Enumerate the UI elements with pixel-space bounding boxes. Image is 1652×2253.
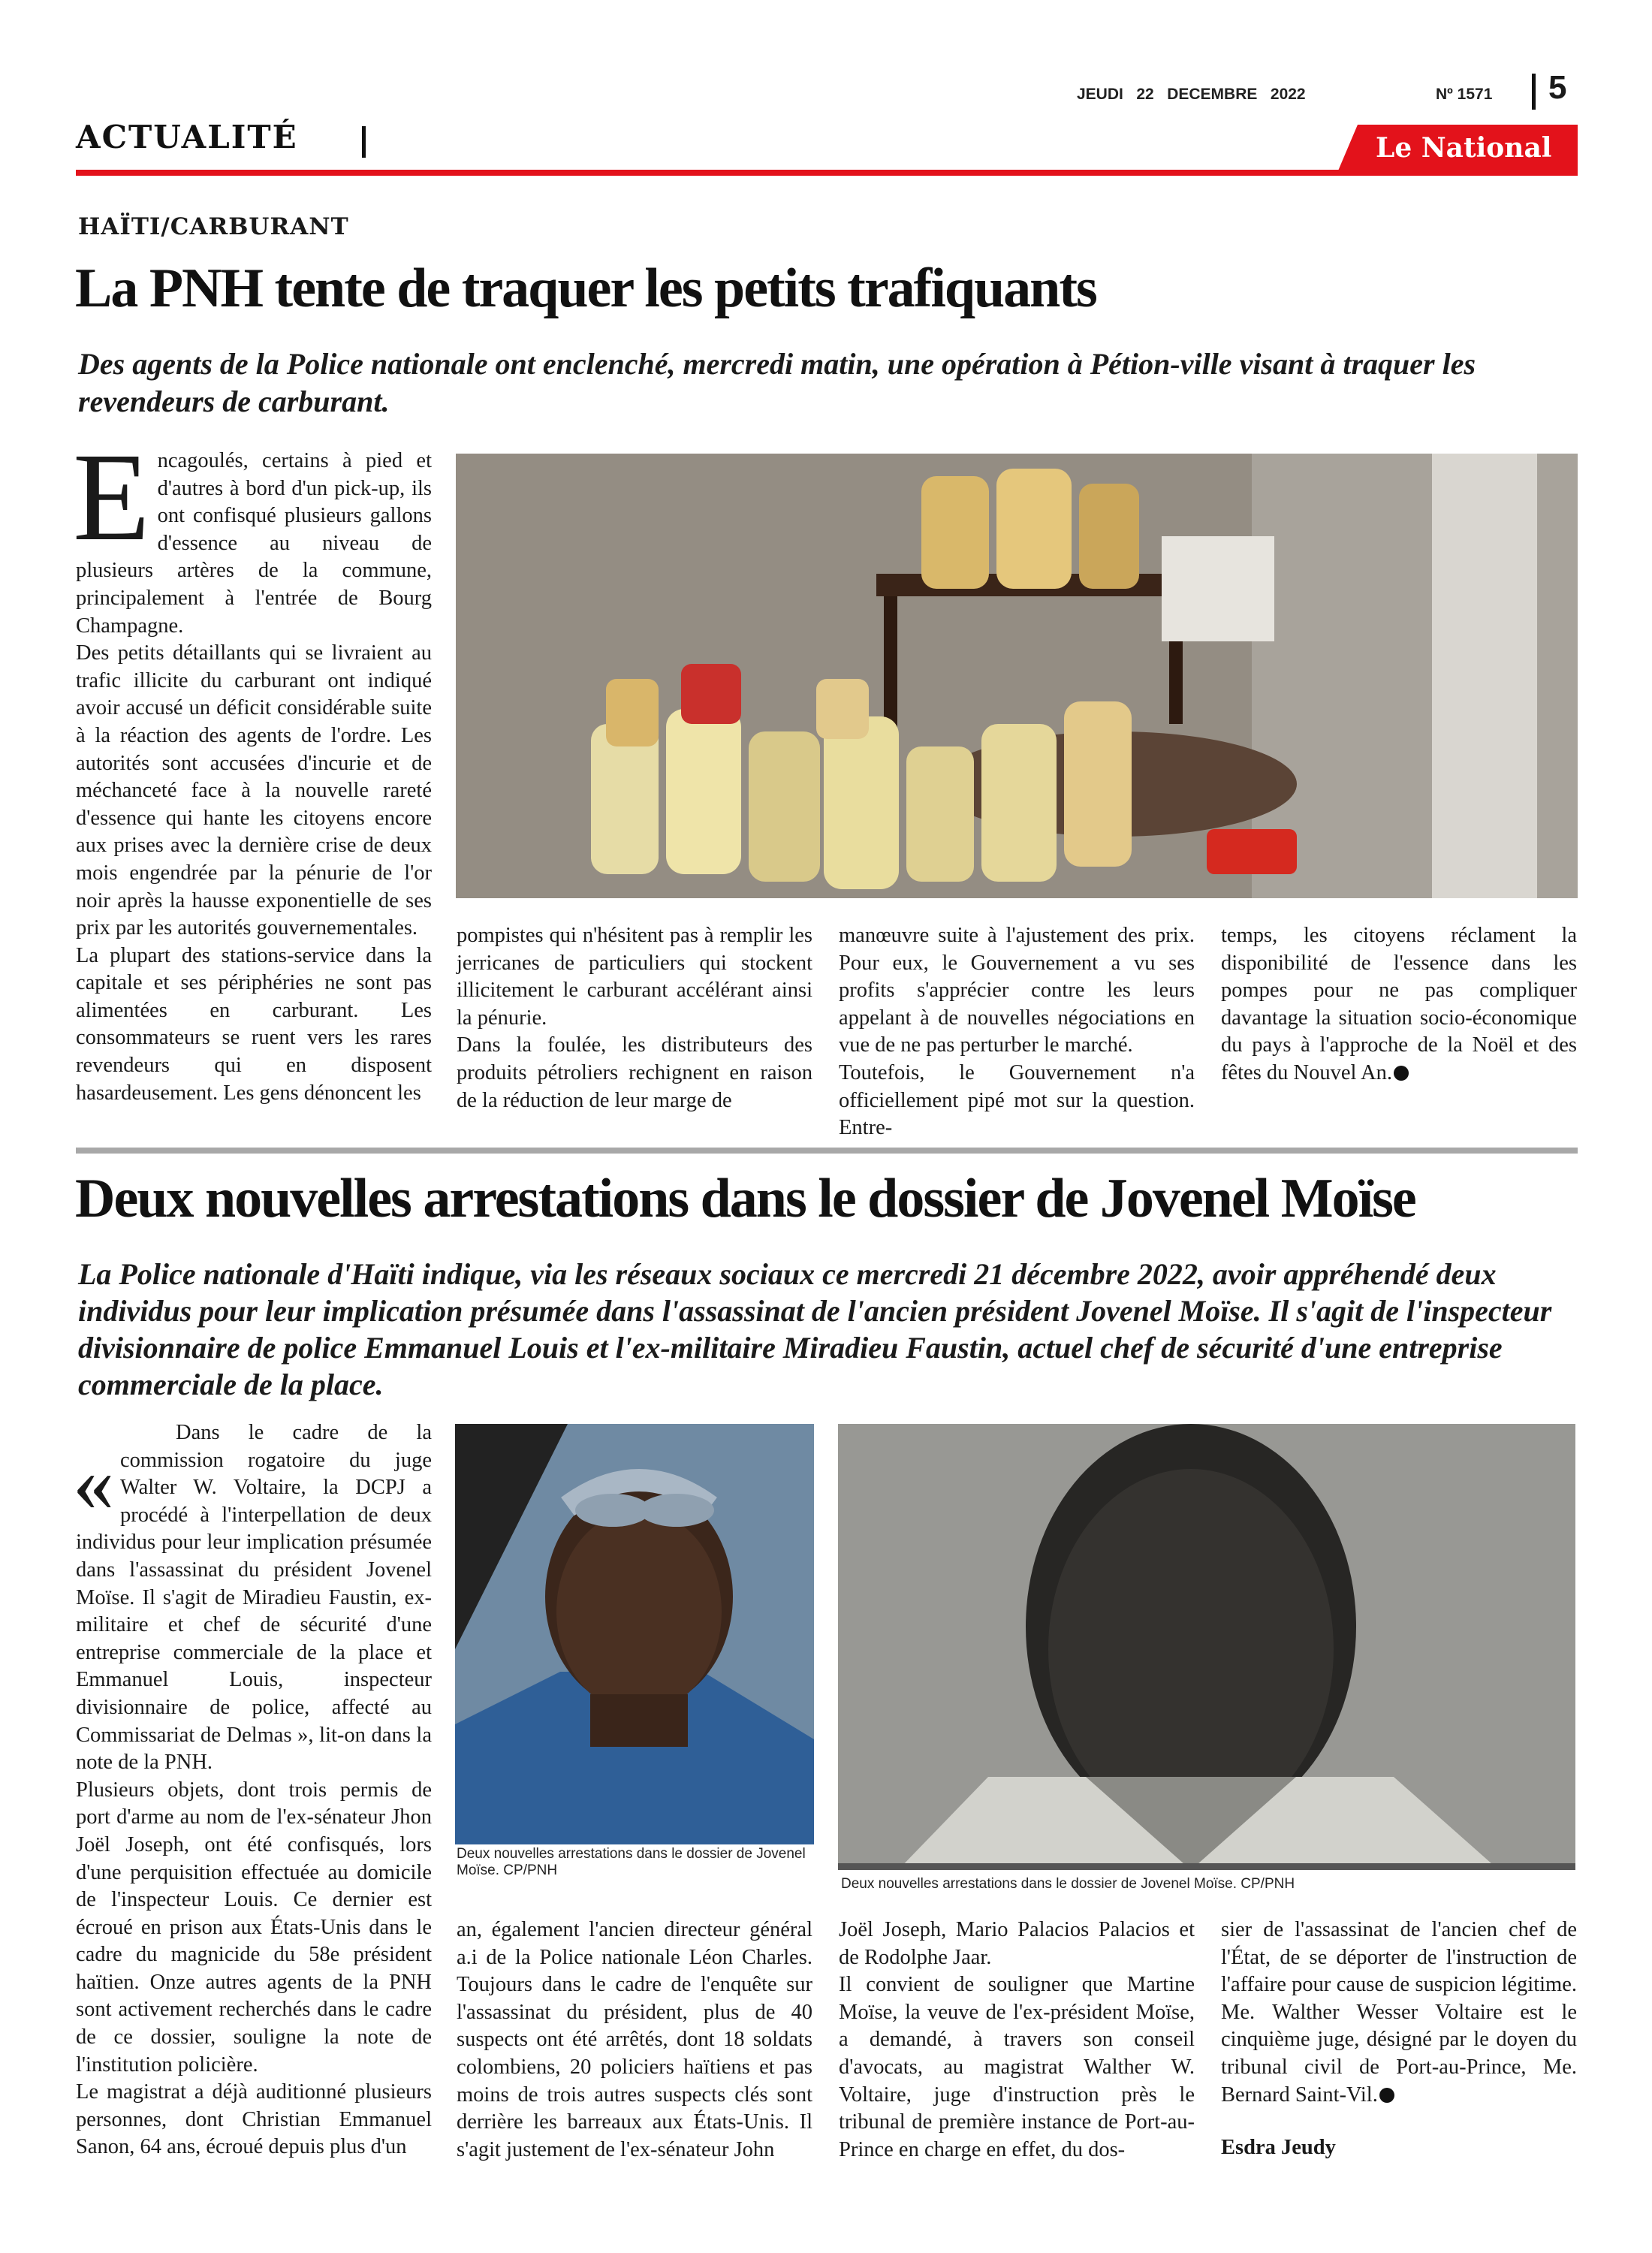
article2-column-2 (457, 1917, 812, 2164)
article2-author: Esdra Jeudy (1221, 2136, 1336, 2160)
photo-caption-2: Deux nouvelles arrestations dans le dossier de Jovenel Moïse. CP/PNH (841, 1876, 1295, 1892)
issue-number: Nº 1571 (1436, 86, 1493, 103)
fuel-jugs-photo (456, 454, 1578, 898)
article1-column-3 (839, 922, 1195, 1142)
article1-dropcap: E (73, 427, 150, 567)
opening-quote-icon: « (73, 1437, 114, 1528)
article1-paragraph: Des petits détaillants qui se livraient au trafic illicite du carburant ont indiqué avoir accusé un déficit considérable suite à la réaction des agents de l'ordre. Les autorités sont accusées d'incurie et de méchanceté face à la nouvelle rareté d'essence qui hante les citoyens encore aux prises avec la dernière crise de deux mois engendrée par la pénurie de l'or noir après la hausse exponentielle de ses prix par les autorités gouvernementales. (76, 641, 432, 940)
article2-column-3 (839, 1917, 1195, 2164)
issue-date: JEUDI 22 DECEMBRE 2022 (1077, 86, 1306, 103)
page-number-divider (1532, 74, 1536, 110)
article1-closing-text: temps, les citoyens réclament la disponibilité de l'essence dans les pompes pour ne pas compliquer davantage la situation socio-économique du pays à l'approche de la Noël et des fêtes du Nouvel An. (1221, 924, 1577, 1084)
end-mark-icon (1379, 2088, 1394, 2103)
article1-headline: La PNH tente de traquer les petits trafiquants (75, 258, 1096, 319)
article1-paragraph: La plupart des stations-service dans la capitale et ses périphéries ne sont pas alimentées en carburant. Les consommateurs se ruent vers les rares revendeurs qui en disposent hasardeusement. Les gens dénoncent les (76, 943, 432, 1105)
article1-paragraph: pompistes qui n'hésitent pas à remplir les jerricanes de particuliers qui stockent illicitement le carburant accélérant ainsi la pénurie. (457, 924, 812, 1030)
fuel-jugs-illustration (456, 454, 1578, 898)
article1-column-2 (457, 922, 812, 1114)
article1-column-4 (1221, 922, 1577, 1087)
brand-name: Le National (1376, 132, 1552, 164)
article2-paragraph (1221, 1917, 1577, 2109)
article1-column-1 (73, 427, 432, 1107)
article1-lead: Des agents de la Police nationale ont enclenché, mercredi matin, une opération à Pétion-ville visant à traquer les revendeurs de carburant. (78, 347, 1476, 418)
section-divider (362, 126, 366, 158)
suspect-photo-1 (455, 1424, 814, 1844)
article2-paragraph: an, également l'ancien directeur général a.i de la Police nationale Léon Charles. Toujours dans le cadre de l'enquête sur l'assassinat du président, plus de 40 suspects ont été arrêtés, dont 18 soldats colombiens, 20 policiers haïtiens et pas moins de trois autres suspects clés sont derrière les barreaux aux États-Unis. Il s'agit justement de l'ex-sénateur John (457, 1918, 812, 2161)
photo-caption-1: Deux nouvelles arrestations dans le dossier de Jovenel Moïse. CP/PNH (457, 1846, 806, 1878)
article2-paragraph: Joël Joseph, Mario Palacios Palacios et de Rodolphe Jaar. (839, 1918, 1195, 1969)
suspect-illustration-2 (838, 1424, 1575, 1870)
article2-lead: La Police nationale d'Haïti indique, via les réseaux sociaux ce mercredi 21 décembre 2022, avoir appréhendé deux individus pour leur implication présumée dans l'assassinat de l'ancien président Jovenel Moïse. Il s'agit de l'inspecteur divisionnaire de police Emmanuel Louis et l'ex-militaire Miradieu Faustin, actuel chef de sécurité d'une entreprise commerciale de la place. (78, 1257, 1552, 1401)
article-separator (76, 1148, 1578, 1154)
article2-column-1 (73, 1419, 432, 2161)
section-label: ACTUALITÉ (76, 119, 298, 155)
end-mark-icon (1394, 1066, 1409, 1081)
article1-paragraph: manœuvre suite à l'ajustement des prix. Pour eux, le Gouvernement a vu ses profits s'apprécier contre les leurs appelant à de nouvelles négociations en vue de ne pas perturber le marché. (839, 924, 1195, 1057)
suspect-photo-2 (838, 1424, 1575, 1870)
article1-paragraph: ncagoulés, certains à pied et d'autres à bord d'un pick-up, ils ont confisqué plusieurs gallons d'essence au niveau de plusieurs artères de la commune, principalement à l'entrée de Bourg Champagne. (76, 449, 432, 638)
article1-paragraph (1221, 922, 1577, 1087)
article2-paragraph: Il convient de souligner que Martine Moïse, la veuve de l'ex-président Moïse, a demandé, à travers son conseil d'avocats, au magistrat Walther W. Voltaire, juge d'instruction près le tribunal de première instance de Port-au-Prince en charge en effet, du dos- (839, 1973, 1195, 2161)
suspect-illustration-1 (455, 1424, 814, 1844)
article2-headline: Deux nouvelles arrestations dans le dossier de Jovenel Moïse (75, 1168, 1415, 1229)
page-number: 5 (1548, 69, 1567, 106)
article2-paragraph: Le magistrat a déjà auditionné plusieurs personnes, dont Christian Emmanuel Sanon, 64 ans, écroué depuis plus d'un (76, 2080, 432, 2159)
article2-closing-text: sier de l'assassinat de l'ancien chef de l'État, de se déporter de l'instruction de l'affaire pour cause de suspicion légitime. Me. Walther Wesser Voltaire est le cinquième juge, désigné par le doyen du tribunal civil de Port-au-Prince, Me. Bernard Saint-Vil. (1221, 1918, 1577, 2107)
article1-paragraph: Dans la foulée, les distributeurs des produits pétroliers rechignent en raison de la réduction de leur marge de (457, 1033, 812, 1112)
article2-paragraph: Dans le cadre de la commission rogatoire du juge Walter W. Voltaire, la DCPJ a procédé à l'interpellation de deux individus pour leur implication présumée dans l'assassinat du président Jovenel Moïse. Il s'agit de Miradieu Faustin, ex-militaire et chef de sécurité d'une entreprise commerciale de la place et Emmanuel Louis, inspecteur divisionnaire de police, affecté au Commissariat de Delmas », lit-on dans la note de la PNH. (76, 1421, 432, 1775)
article1-paragraph: Toutefois, le Gouvernement n'a officiellement pipé mot sur la question. Entre- (839, 1060, 1195, 1140)
article2-column-4 (1221, 1917, 1577, 2162)
article2-paragraph: Plusieurs objets, dont trois permis de port d'arme au nom de l'ex-sénateur Jhon Joël Joseph, ont été confisqués, lors d'une perquisition effectuée au domicile de l'inspecteur Louis. Ce dernier est écroué en prison aux États-Unis dans le cadre du magnicide du 58e président haïtien. Onze autres agents de la PNH sont activement recherchés dans le cadre de ce dossier, souligne la note de l'institution policière. (76, 1778, 432, 2077)
article1-kicker: HAÏTI/CARBURANT (78, 213, 349, 240)
